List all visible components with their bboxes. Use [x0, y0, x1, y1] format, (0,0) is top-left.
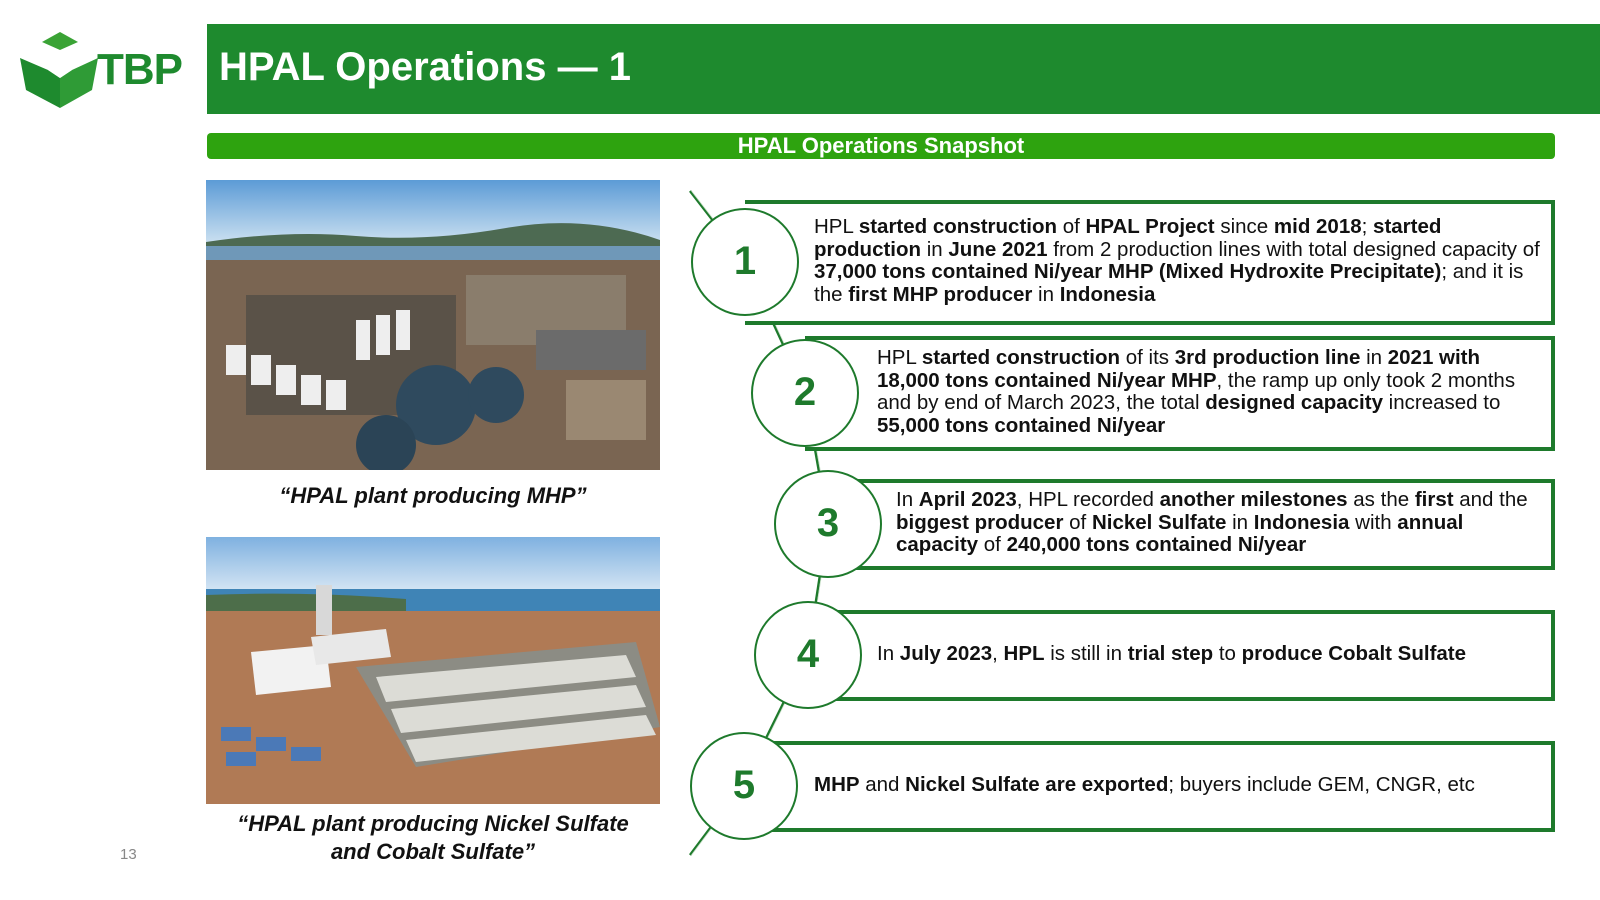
step-text-segment: 37,000 tons contained Ni/year MHP (Mixed Hydroxite Precipitate) [814, 260, 1442, 283]
step-text-5 [814, 774, 1544, 797]
page-number: 13 [120, 846, 137, 863]
step-text-segment: as the [1347, 488, 1415, 511]
step-text-segment: of [1057, 215, 1086, 238]
step-text-segment: of [1063, 510, 1092, 534]
step-text-segment: HPAL Project [1085, 215, 1215, 238]
step-text-segment: started construction [858, 215, 1058, 238]
snapshot-header: HPAL Operations Snapshot [207, 133, 1555, 159]
step-text-segment: In [877, 642, 900, 665]
step-number-2: 2 [751, 339, 859, 447]
step-text-segment: Nickel Sulfate are exported [905, 773, 1169, 796]
step-text-segment: June 2021 [948, 237, 1048, 261]
step-text-segment: ; and it is the [814, 260, 1524, 306]
step-text-segment: Indonesia [1059, 282, 1156, 306]
step-text-segment: , the ramp up only took 2 months and by end of March 2023, the total [877, 368, 1516, 414]
step-text-segment: since [1214, 215, 1274, 238]
step-text-segment: ; [1361, 215, 1374, 238]
step-text-segment: first MHP producer [848, 282, 1033, 306]
step-text-1 [814, 216, 1544, 306]
logo-text: TBP [97, 45, 182, 94]
step-text-segment: in [1032, 282, 1060, 306]
step-text-segment: and the [1453, 488, 1528, 511]
step-text-segment: April 2023 [918, 488, 1017, 511]
step-number-1: 1 [691, 208, 799, 316]
step-text-segment: in [1226, 510, 1254, 534]
step-text-segment: ; buyers include GEM, CNGR, etc [1168, 773, 1475, 796]
step-text-segment: increased to [1382, 391, 1501, 414]
step-text-segment: 240,000 tons contained Ni/year [1006, 533, 1307, 556]
step-text-segment: another milestones [1159, 488, 1348, 511]
page-title: HPAL Operations — 1 [219, 45, 631, 89]
step-text-segment: Nickel Sulfate [1091, 510, 1227, 534]
step-text-3 [896, 489, 1546, 557]
step-text-segment: to [1213, 642, 1242, 665]
step-text-segment: of its [1120, 346, 1175, 369]
step-number-3: 3 [774, 470, 882, 578]
caption-line-1: “HPAL plant producing Nickel Sulfate [237, 811, 629, 836]
step-text-segment: In [896, 488, 919, 511]
step-text-segment: July 2023 [899, 642, 993, 665]
step-text-segment: designed capacity [1205, 391, 1383, 414]
step-text-segment: of [978, 533, 1007, 556]
step-text-2 [877, 347, 1537, 437]
step-text-segment: , HPL recorded [1016, 488, 1160, 511]
step-text-segment: from 2 production lines with total designed capacity of [1047, 237, 1540, 261]
step-text-segment: started construction [921, 346, 1121, 369]
step-text-4 [877, 643, 1537, 666]
step-text-segment: is still in [1044, 642, 1128, 665]
step-text-segment: biggest producer [896, 510, 1064, 534]
step-text-segment: started production [814, 215, 1442, 261]
step-text-segment: 3rd production line [1174, 346, 1361, 369]
step-text-segment: Indonesia [1253, 510, 1350, 534]
caption-line-2: and Cobalt Sulfate” [330, 839, 536, 864]
step-text-segment: HPL [877, 346, 922, 369]
step-text-segment: HPL [814, 215, 859, 238]
step-text-segment: , [992, 642, 1004, 665]
step-text-segment: mid 2018 [1273, 215, 1362, 238]
step-text-segment: 55,000 tons contained Ni/year [877, 413, 1166, 437]
photo-caption-mhp: “HPAL plant producing MHP” [279, 483, 587, 508]
step-text-segment: produce Cobalt Sulfate [1241, 642, 1467, 665]
step-number-5: 5 [690, 732, 798, 840]
step-text-segment: MHP [814, 773, 860, 796]
step-text-segment: trial step [1127, 642, 1214, 665]
step-text-segment: annual capacity [896, 510, 1464, 556]
step-number-4: 4 [754, 601, 862, 709]
step-text-segment: in [1360, 346, 1388, 369]
step-text-segment: in [921, 237, 949, 261]
step-text-segment: and [859, 773, 906, 796]
step-text-segment: 2021 with 18,000 tons contained Ni/year MHP [877, 346, 1481, 392]
step-text-segment: first [1414, 488, 1454, 511]
step-text-segment: HPL [1003, 642, 1045, 665]
step-text-segment: with [1349, 510, 1398, 534]
